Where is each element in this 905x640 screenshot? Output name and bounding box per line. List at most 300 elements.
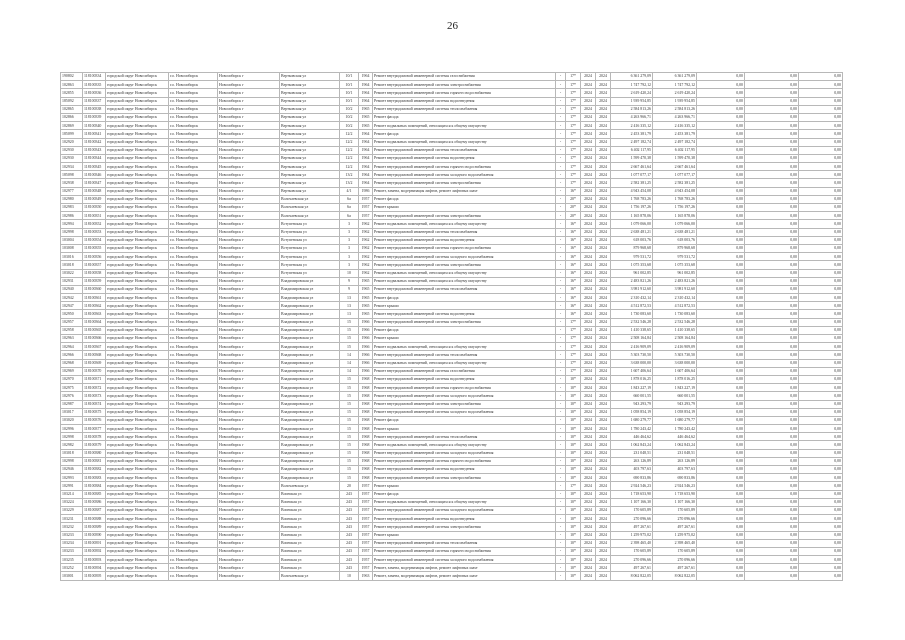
cell-budget-1: 0,00 — [697, 253, 745, 261]
cell-locality: Новосибирск г — [218, 449, 280, 457]
cell-budget-2: 0,00 — [745, 474, 799, 482]
cell-total-cost: 2 416 335,12 — [611, 122, 653, 130]
cell-record-id: 102938 — [61, 179, 83, 187]
cell-budget-3: 0,00 — [799, 482, 843, 490]
cell-ref: 16* — [566, 277, 581, 285]
cell-total-cost: 2 508 164,84 — [611, 335, 653, 343]
cell-municipality: г.о. Новосибирск — [169, 531, 218, 539]
cell-locality: Новосибирск г — [218, 482, 280, 490]
cell-budget-3: 0,00 — [799, 433, 843, 441]
cell-record-id: 102865 — [61, 105, 83, 113]
cell-year-built: 1966 — [359, 367, 373, 375]
cell-work-type: Ремонт внутридомовой инженерной системы теплоснабжения — [373, 228, 556, 236]
cell-budget-2: 0,00 — [745, 105, 799, 113]
cell-municipality: г.о. Новосибирск — [169, 416, 218, 424]
cell-house-number: 10/2 — [340, 105, 359, 113]
cell-year-start: 2024 — [581, 416, 596, 424]
cell-budget-1: 0,00 — [697, 457, 745, 465]
table-row — [61, 310, 843, 318]
cell-budget-2: 0,00 — [745, 400, 799, 408]
cell-budget-2: 0,00 — [745, 318, 799, 326]
cell-total-cost: 263 126,89 — [611, 457, 653, 465]
cell-budget-1: 0,00 — [697, 105, 745, 113]
cell-budget-3: 0,00 — [799, 253, 843, 261]
cell-locality: Новосибирск г — [218, 73, 280, 81]
cell-year-start: 2024 — [581, 523, 596, 531]
cell-total-cost: 879 968,68 — [611, 244, 653, 252]
cell-budget-1: 0,00 — [697, 490, 745, 498]
cell-year-end: 2024 — [596, 154, 611, 162]
cell-locality: Новосибирск г — [218, 154, 280, 162]
cell-year-start: 2024 — [581, 457, 596, 465]
cell-dash: - — [556, 89, 566, 97]
cell-record-id: 102987 — [61, 400, 83, 408]
cell-year-start: 2024 — [581, 138, 596, 146]
cell-code: 118100392 — [83, 547, 106, 555]
cell-house-number: 15 — [340, 392, 359, 400]
cell-budget-3: 0,00 — [799, 179, 843, 187]
cell-budget-2: 0,00 — [745, 466, 799, 474]
cell-record-id: 103020 — [61, 416, 83, 424]
table-row — [61, 449, 843, 457]
cell-municipality: г.о. Новосибирск — [169, 122, 218, 130]
cell-record-id: 103001 — [61, 572, 83, 580]
cell-budget-2: 0,00 — [745, 294, 799, 302]
cell-house-number: 12/2 — [340, 163, 359, 171]
cell-budget-3: 0,00 — [799, 204, 843, 212]
cell-total-cost: 1 747 792,12 — [611, 81, 653, 89]
cell-fund-cost: 270 096,66 — [653, 515, 697, 523]
cell-year-built: 1968 — [359, 457, 373, 465]
cell-municipal-district: городской округ Новосибирск — [106, 539, 169, 547]
cell-ref: 10* — [566, 498, 581, 506]
cell-fund-cost: 1 075 353,68 — [653, 261, 697, 269]
cell-year-end: 2024 — [596, 138, 611, 146]
cell-ref: 10* — [566, 425, 581, 433]
cell-work-type: Ремонт подвальных помещений, относящихся к общему имуществу — [373, 122, 556, 130]
cell-code: 118100353 — [83, 228, 106, 236]
cell-record-id: 102998 — [61, 457, 83, 465]
cell-dash: - — [556, 392, 566, 400]
cell-budget-3: 0,00 — [799, 375, 843, 383]
cell-municipal-district: городской округ Новосибирск — [106, 253, 169, 261]
cell-year-start: 2024 — [581, 294, 596, 302]
table-row — [61, 359, 843, 367]
cell-house-number: 15 — [340, 425, 359, 433]
cell-record-id: 103018 — [61, 449, 83, 457]
cell-locality: Новосибирск г — [218, 351, 280, 359]
cell-house-number: 4/1 — [340, 187, 359, 195]
cell-street: Владимировская ул — [280, 474, 340, 482]
cell-year-built: 1962 — [359, 269, 373, 277]
cell-work-type: Ремонт внутридомовой инженерной системы холодного водоснабжения — [373, 449, 556, 457]
cell-work-type: Ремонт фасада — [373, 195, 556, 203]
cell-year-end: 2024 — [596, 220, 611, 228]
cell-municipality: г.о. Новосибирск — [169, 89, 218, 97]
cell-municipal-district: городской округ Новосибирск — [106, 326, 169, 334]
cell-code: 118100362 — [83, 302, 106, 310]
cell-municipality: г.о. Новосибирск — [169, 310, 218, 318]
cell-budget-2: 0,00 — [745, 269, 799, 277]
cell-fund-cost: 497 267,61 — [653, 564, 697, 572]
cell-municipal-district: городской округ Новосибирск — [106, 531, 169, 539]
cell-municipality: г.о. Новосибирск — [169, 212, 218, 220]
cell-street: Владимировская ул — [280, 433, 340, 441]
cell-budget-2: 0,00 — [745, 482, 799, 490]
cell-total-cost: 1 607 406,64 — [611, 367, 653, 375]
cell-dash: - — [556, 433, 566, 441]
cell-street: Владимировская ул — [280, 384, 340, 392]
table-row — [61, 171, 843, 179]
cell-budget-3: 0,00 — [799, 490, 843, 498]
cell-year-end: 2024 — [596, 163, 611, 171]
cell-work-type: Ремонт внутридомовой инженерной системы теплоснабжения — [373, 433, 556, 441]
cell-budget-2: 0,00 — [745, 302, 799, 310]
cell-year-start: 2024 — [581, 187, 596, 195]
cell-year-built: 1966 — [359, 335, 373, 343]
cell-year-built: 1964 — [359, 163, 373, 171]
cell-budget-1: 0,00 — [697, 204, 745, 212]
cell-year-start: 2024 — [581, 351, 596, 359]
cell-work-type: Ремонт внутридомовой инженерной системы водоотведения — [373, 97, 556, 105]
cell-ref: 10* — [566, 392, 581, 400]
cell-house-number: 10/2 — [340, 122, 359, 130]
cell-budget-1: 0,00 — [697, 122, 745, 130]
cell-municipality: г.о. Новосибирск — [169, 392, 218, 400]
cell-municipality: г.о. Новосибирск — [169, 367, 218, 375]
cell-year-end: 2024 — [596, 195, 611, 203]
cell-total-cost: 2 638 481,21 — [611, 228, 653, 236]
cell-house-number: 20 — [340, 482, 359, 490]
cell-year-built: 1964 — [359, 89, 373, 97]
cell-dash: - — [556, 425, 566, 433]
cell-year-built: 1957 — [359, 547, 373, 555]
cell-dash: - — [556, 515, 566, 523]
cell-locality: Новосибирск г — [218, 97, 280, 105]
cell-record-id: 102968 — [61, 359, 83, 367]
cell-street: Владимировская ул — [280, 277, 340, 285]
cell-street: Владимировская ул — [280, 367, 340, 375]
cell-house-number: 243 — [340, 547, 359, 555]
cell-municipal-district: городской округ Новосибирск — [106, 195, 169, 203]
cell-year-start: 2024 — [581, 130, 596, 138]
cell-total-cost: 170 605,89 — [611, 547, 653, 555]
cell-locality: Новосибирск г — [218, 105, 280, 113]
cell-street: Вертковская ул — [280, 105, 340, 113]
cell-work-type: Ремонт подвальных помещений, относящихся к общему имуществу — [373, 498, 556, 506]
cell-total-cost: 1 730 083,60 — [611, 310, 653, 318]
cell-house-number: 243 — [340, 498, 359, 506]
cell-code: 118100351 — [83, 212, 106, 220]
cell-year-built: 1957 — [359, 531, 373, 539]
cell-municipal-district: городской округ Новосибирск — [106, 449, 169, 457]
cell-fund-cost: 2 508 164,84 — [653, 335, 697, 343]
cell-house-number: 3 — [340, 253, 359, 261]
cell-municipality: г.о. Новосибирск — [169, 466, 218, 474]
cell-street: Владимировская ул — [280, 310, 340, 318]
cell-municipality: г.о. Новосибирск — [169, 572, 218, 580]
cell-year-start: 2024 — [581, 73, 596, 81]
cell-street: Владимировская ул — [280, 359, 340, 367]
cell-fund-cost: 2 667 461,64 — [653, 163, 697, 171]
cell-municipal-district: городской округ Новосибирск — [106, 89, 169, 97]
cell-ref: 10* — [566, 515, 581, 523]
cell-code: 118100395 — [83, 572, 106, 580]
cell-municipal-district: городской округ Новосибирск — [106, 285, 169, 293]
cell-budget-2: 0,00 — [745, 515, 799, 523]
cell-budget-2: 0,00 — [745, 531, 799, 539]
cell-budget-2: 0,00 — [745, 81, 799, 89]
cell-year-built: 1968 — [359, 416, 373, 424]
cell-year-end: 2024 — [596, 343, 611, 351]
cell-code: 118100369 — [83, 359, 106, 367]
cell-budget-3: 0,00 — [799, 122, 843, 130]
cell-record-id: 103233 — [61, 531, 83, 539]
cell-year-built: 1968 — [359, 400, 373, 408]
cell-budget-1: 0,00 — [697, 146, 745, 154]
cell-dash: - — [556, 384, 566, 392]
cell-municipality: г.о. Новосибирск — [169, 73, 218, 81]
cell-work-type: Ремонт внутридомовой инженерной системы теплоснабжения — [373, 539, 556, 547]
cell-budget-1: 0,00 — [697, 425, 745, 433]
cell-budget-1: 0,00 — [697, 195, 745, 203]
cell-year-built: 1968 — [359, 449, 373, 457]
cell-code: 118100394 — [83, 564, 106, 572]
cell-ref: 10* — [566, 506, 581, 514]
cell-municipal-district: городской округ Новосибирск — [106, 490, 169, 498]
cell-fund-cost: 1 718 653,90 — [653, 490, 697, 498]
cell-locality: Новосибирск г — [218, 556, 280, 564]
cell-house-number: 243 — [340, 506, 359, 514]
cell-ref: 17* — [566, 122, 581, 130]
cell-year-start: 2024 — [581, 179, 596, 187]
cell-ref: 10* — [566, 572, 581, 580]
cell-house-number: 15 — [340, 400, 359, 408]
cell-street: Вступенская ул — [280, 269, 340, 277]
cell-code: 118100342 — [83, 138, 106, 146]
cell-street: Вертковская ул — [280, 179, 340, 187]
cell-work-type: Ремонт внутридомовой инженерной системы водоотведения — [373, 310, 556, 318]
cell-street: Вертковская ул — [280, 73, 340, 81]
cell-municipal-district: городской округ Новосибирск — [106, 375, 169, 383]
cell-fund-cost: 2 497 182,74 — [653, 138, 697, 146]
cell-ref: 17* — [566, 73, 581, 81]
cell-municipality: г.о. Новосибирск — [169, 343, 218, 351]
cell-ref: 10* — [566, 400, 581, 408]
cell-code: 118100367 — [83, 343, 106, 351]
cell-budget-2: 0,00 — [745, 113, 799, 121]
cell-budget-2: 0,00 — [745, 122, 799, 130]
table-row — [61, 367, 843, 375]
cell-locality: Новосибирск г — [218, 572, 280, 580]
cell-dash: - — [556, 122, 566, 130]
cell-dash: - — [556, 302, 566, 310]
cell-year-built: 1962 — [359, 261, 373, 269]
table-row — [61, 506, 843, 514]
cell-fund-cost: 2 532 546,28 — [653, 318, 697, 326]
cell-locality: Новосибирск г — [218, 285, 280, 293]
cell-total-cost: 1 077 077,17 — [611, 171, 653, 179]
cell-year-built: 1957 — [359, 482, 373, 490]
cell-ref: 17* — [566, 89, 581, 97]
table-row — [61, 269, 843, 277]
cell-fund-cost: 4 943 454,08 — [653, 187, 697, 195]
cell-budget-1: 0,00 — [697, 130, 745, 138]
cell-budget-1: 0,00 — [697, 564, 745, 572]
cell-fund-cost: 1 843 227,19 — [653, 384, 697, 392]
cell-house-number: 3 — [340, 261, 359, 269]
cell-locality: Новосибирск г — [218, 261, 280, 269]
table-row — [61, 294, 843, 302]
cell-record-id: 102963 — [61, 335, 83, 343]
cell-budget-1: 0,00 — [697, 163, 745, 171]
table-row — [61, 277, 843, 285]
cell-year-built: 1968 — [359, 384, 373, 392]
cell-budget-3: 0,00 — [799, 285, 843, 293]
cell-budget-3: 0,00 — [799, 130, 843, 138]
cell-dash: - — [556, 187, 566, 195]
cell-fund-cost: 4 263 966,71 — [653, 113, 697, 121]
cell-dash: - — [556, 163, 566, 171]
cell-locality: Новосибирск г — [218, 384, 280, 392]
cell-municipality: г.о. Новосибирск — [169, 359, 218, 367]
cell-work-type: Ремонт внутридомовой инженерной системы водоотведения — [373, 154, 556, 162]
cell-municipality: г.о. Новосибирск — [169, 81, 218, 89]
cell-dash: - — [556, 113, 566, 121]
cell-budget-3: 0,00 — [799, 187, 843, 195]
cell-code: 118100338 — [83, 105, 106, 113]
cell-fund-cost: 943 293,79 — [653, 400, 697, 408]
cell-total-cost: 618 003,76 — [611, 236, 653, 244]
table-row — [61, 375, 843, 383]
cell-year-built: 1968 — [359, 408, 373, 416]
cell-budget-3: 0,00 — [799, 171, 843, 179]
cell-work-type: Ремонт крыши — [373, 335, 556, 343]
cell-locality: Новосибирск г — [218, 375, 280, 383]
cell-work-type: Ремонт крыши — [373, 302, 556, 310]
cell-record-id: 190802 — [61, 73, 83, 81]
cell-year-start: 2024 — [581, 547, 596, 555]
cell-total-cost: 446 464,62 — [611, 433, 653, 441]
cell-year-end: 2024 — [596, 146, 611, 154]
cell-total-cost: 3 638 000,00 — [611, 359, 653, 367]
cell-year-end: 2024 — [596, 310, 611, 318]
cell-work-type: Ремонт подвальных помещений, относящихся к общему имуществу — [373, 277, 556, 285]
cell-record-id: 102964 — [61, 343, 83, 351]
cell-budget-1: 0,00 — [697, 531, 745, 539]
cell-total-cost: 2 416 909,09 — [611, 343, 653, 351]
cell-year-end: 2024 — [596, 359, 611, 367]
cell-code: 118100381 — [83, 457, 106, 465]
cell-street: Владимировская ул — [280, 285, 340, 293]
table-row — [61, 392, 843, 400]
cell-street: Владимировская ул — [280, 425, 340, 433]
cell-work-type: Ремонт фасада — [373, 326, 556, 334]
cell-year-start: 2024 — [581, 163, 596, 171]
cell-work-type: Ремонт внутридомовой инженерной системы теплоснабжения — [373, 146, 556, 154]
cell-ref: 17* — [566, 105, 581, 113]
table-row — [61, 105, 843, 113]
cell-dash: - — [556, 572, 566, 580]
cell-municipal-district: городской округ Новосибирск — [106, 302, 169, 310]
cell-street: Владимировская ул — [280, 400, 340, 408]
cell-locality: Новосибирск г — [218, 269, 280, 277]
cell-year-end: 2024 — [596, 335, 611, 343]
cell-ref: 17* — [566, 326, 581, 334]
cell-budget-1: 0,00 — [697, 392, 745, 400]
cell-year-end: 2024 — [596, 81, 611, 89]
cell-municipality: г.о. Новосибирск — [169, 302, 218, 310]
cell-year-built: 1966 — [359, 318, 373, 326]
cell-work-type: Ремонт внутридомовой инженерной системы холодного водоснабжения — [373, 253, 556, 261]
table-row — [61, 97, 843, 105]
cell-record-id: 102930 — [61, 154, 83, 162]
cell-year-start: 2024 — [581, 515, 596, 523]
cell-street: Воинская ул — [280, 539, 340, 547]
cell-municipal-district: городской округ Новосибирск — [106, 310, 169, 318]
cell-year-built: 1968 — [359, 392, 373, 400]
cell-code: 118100387 — [83, 506, 106, 514]
cell-year-built: 1957 — [359, 506, 373, 514]
table-row — [61, 572, 843, 580]
cell-record-id: 103017 — [61, 408, 83, 416]
cell-ref: 10* — [566, 433, 581, 441]
cell-ref: 20* — [566, 195, 581, 203]
cell-total-cost: 1 062 843,24 — [611, 441, 653, 449]
cell-house-number: 13 — [340, 302, 359, 310]
cell-work-type: Ремонт внутридомовой инженерной системы теплоснабжения — [373, 285, 556, 293]
cell-total-cost: 1 756 197,26 — [611, 204, 653, 212]
cell-record-id: 102931 — [61, 277, 83, 285]
cell-municipality: г.о. Новосибирск — [169, 204, 218, 212]
cell-house-number: 10/1 — [340, 89, 359, 97]
cell-budget-2: 0,00 — [745, 154, 799, 162]
cell-year-end: 2024 — [596, 212, 611, 220]
table-row — [61, 318, 843, 326]
cell-year-start: 2024 — [581, 318, 596, 326]
cell-year-start: 2024 — [581, 474, 596, 482]
cell-dash: - — [556, 482, 566, 490]
cell-house-number: 12/2 — [340, 130, 359, 138]
cell-locality: Новосибирск г — [218, 498, 280, 506]
cell-year-end: 2024 — [596, 326, 611, 334]
cell-work-type: Ремонт внутридомовой инженерной системы горячего водоснабжения — [373, 384, 556, 392]
cell-municipal-district: городской округ Новосибирск — [106, 220, 169, 228]
cell-street: Владимировская ул — [280, 375, 340, 383]
cell-municipal-district: городской округ Новосибирск — [106, 204, 169, 212]
cell-record-id: 102998 — [61, 228, 83, 236]
cell-municipal-district: городской округ Новосибирск — [106, 244, 169, 252]
cell-record-id: 102998 — [61, 433, 83, 441]
cell-total-cost: 4 263 966,71 — [611, 113, 653, 121]
cell-total-cost: 1 259 975,02 — [611, 531, 653, 539]
cell-work-type: Ремонт внутридомовой инженерной системы электроснабжения — [373, 400, 556, 408]
cell-year-start: 2024 — [581, 220, 596, 228]
cell-budget-3: 0,00 — [799, 146, 843, 154]
cell-street: Вертковская ул — [280, 171, 340, 179]
cell-total-cost: 1 107 166,30 — [611, 498, 653, 506]
cell-budget-1: 0,00 — [697, 343, 745, 351]
cell-budget-3: 0,00 — [799, 163, 843, 171]
cell-municipality: г.о. Новосибирск — [169, 539, 218, 547]
cell-house-number: 243 — [340, 564, 359, 572]
table-row — [61, 490, 843, 498]
cell-work-type: Ремонт внутридомовой инженерной системы водоотведения — [373, 236, 556, 244]
cell-code: 118100366 — [83, 335, 106, 343]
cell-record-id: 102991 — [61, 482, 83, 490]
table-row — [61, 547, 843, 555]
cell-budget-3: 0,00 — [799, 335, 843, 343]
